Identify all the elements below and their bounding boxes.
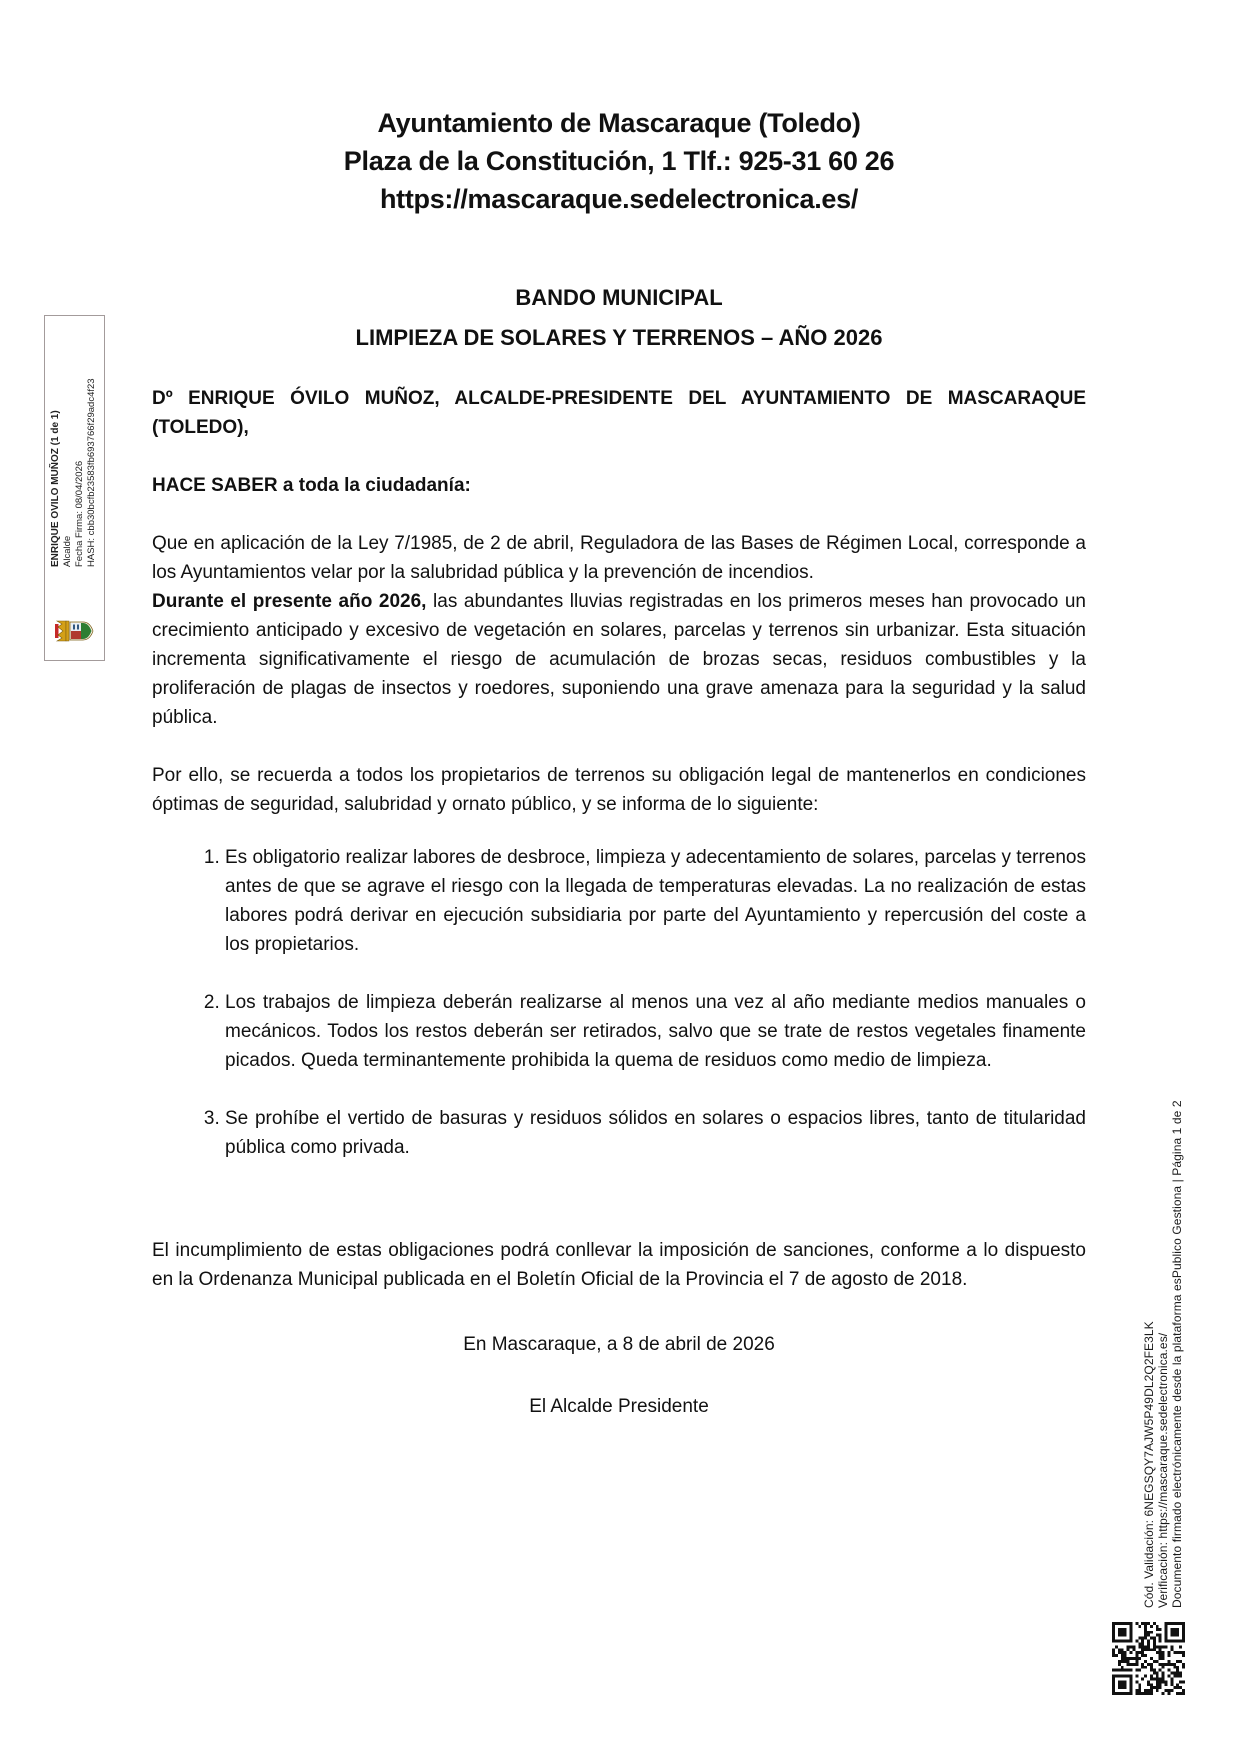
paragraph-ley: Que en aplicación de la Ley 7/1985, de 2 de abril, Reguladora de las Bases de Régimen Local, corresponde a los Ayuntamientos velar por la salubridad pública y la prevención de incendios. [152, 533, 1086, 583]
list-item: 2. Los trabajos de limpieza deberán realizarse al menos una vez al año mediante medios manuales o mecánicos. Todos los restos deberán ser retirados, salvo que se trate de restos vegetales finamente picados. Queda terminantemente prohibida la quema de residuos como medio de limpieza. [225, 988, 1086, 1075]
signature-title-line: El Alcalde Presidente [529, 1396, 709, 1417]
letterhead [152, 0, 1086, 218]
verification-url: Verificación: https://mascaraque.sedelectronica.es/ [1156, 1332, 1170, 1608]
coat-of-arms-icon [54, 617, 94, 645]
title-line-1: BANDO MUNICIPAL [515, 285, 723, 310]
signature-date: Fecha Firma: 08/04/2026 [74, 460, 85, 567]
paragraph-lluvias-lead: Durante el presente año 2026, [152, 591, 427, 612]
hace-saber-line: HACE SABER a toda la ciudadanía: [152, 475, 471, 496]
signer-role: Alcalde [62, 535, 73, 567]
letterhead-url: https://mascaraque.sedelectronica.es/ [379, 184, 859, 214]
paragraph-lluvias-rest: las abundantes lluvias registradas en los primeros meses han provocado un crecimiento anticipado y excesivo de vegetación en solares, parcelas y terrenos sin urbanizar. Esta situación incrementa significativamente el riesgo de acumulación de brozas secas, residuos combustibles y la proliferación de plagas de insectos y roedores, suponiendo una grave amenaza para la seguridad y la salud pública. [152, 591, 1086, 728]
paragraph-por-ello: Por ello, se recuerda a todos los propietarios de terrenos su obligación legal de mantenerlos en condiciones óptimas de seguridad, salubridad y ornato público, y se informa de lo siguiente: [152, 765, 1086, 815]
list-item: 1. Es obligatorio realizar labores de desbroce, limpieza y adecentamiento de solares, parcelas y terrenos antes de que se agrave el riesgo con la llegada de temperaturas elevadas. La no realización de estas labores podrá derivar en ejecución subsidiaria por parte del Ayuntamiento y repercusión del coste a los propietarios. [225, 843, 1086, 959]
signature-hash: HASH: cbb30bcfb23583fb693766f29adc4f23 [86, 378, 97, 567]
letterhead-address: Plaza de la Constitución, 1 Tlf.: 925-31 60 26 [343, 146, 895, 176]
signature-stamp-box [44, 315, 105, 661]
validation-code: Cód. Validación: 6NEGSQY7AJW5P49DL2Q2FE3LK [1142, 1321, 1156, 1608]
signer-name: ENRIQUE OVILO MUÑOZ (1 de 1) [50, 410, 61, 567]
document-content [152, 0, 1086, 1421]
validation-margin [1142, 968, 1186, 1608]
document-title [152, 278, 1086, 358]
intro-paragraph: Dº ENRIQUE ÓVILO MUÑOZ, ALCALDE-PRESIDENTE DEL AYUNTAMIENTO DE MASCARAQUE (TOLEDO), [152, 388, 1086, 438]
obligations-list [152, 843, 1086, 1162]
letterhead-org: Ayuntamiento de Mascaraque (Toledo) [377, 108, 861, 138]
signature-stamp-lines [50, 378, 98, 567]
validation-margin-rotated [1142, 968, 1186, 1608]
platform-note: Documento firmado electrónicamente desde la plataforma esPublico Gestiona | Página 1 de 2 [1170, 1100, 1184, 1608]
paragraph-lluvias [152, 587, 1086, 732]
qr-code [1112, 1622, 1185, 1695]
signature-stamp-rotated [45, 316, 103, 659]
list-item: 3. Se prohíbe el vertido de basuras y residuos sólidos en solares o espacios libres, tanto de titularidad pública como privada. [225, 1104, 1086, 1162]
title-line-2: LIMPIEZA DE SOLARES Y TERRENOS – AÑO 2026 [355, 325, 883, 350]
date-line: En Mascaraque, a 8 de abril de 2026 [463, 1334, 775, 1355]
paragraph-incumplimiento: El incumplimiento de estas obligaciones podrá conllevar la imposición de sanciones, conforme a lo dispuesto en la Ordenanza Municipal publicada en el Boletín Oficial de la Provincia el 7 de agosto de 2018. [152, 1240, 1086, 1290]
